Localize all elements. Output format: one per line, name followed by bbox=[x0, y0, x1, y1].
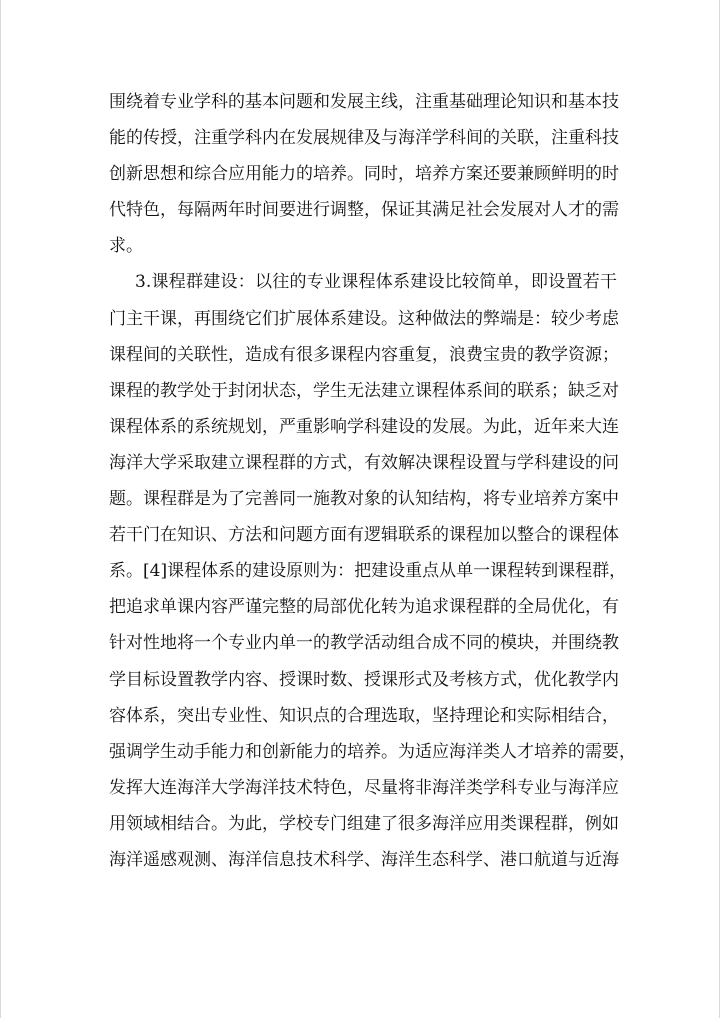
text-line: 围绕着专业学科的基本问题和发展主线，注重基础理论知识和基本技 bbox=[109, 92, 619, 112]
text-line: 针对性地将一个专业内单一的教学活动组合成不同的模块，并围绕教 bbox=[109, 633, 619, 654]
text-line: 把追求单课内容严谨完整的局部优化转为追求课程群的全局优化，有 bbox=[109, 597, 619, 618]
text-line: 能的传授，注重学科内在发展规律及与海洋学科间的关联，注重科技 bbox=[109, 128, 619, 149]
text-line: 海洋大学采取建立课程群的方式，有效解决课程设置与学科建设的问 bbox=[109, 452, 619, 473]
body-text bbox=[109, 84, 636, 878]
text-line: 发挥大连海洋大学海洋技术特色，尽量将非海洋类学科专业与海洋应 bbox=[109, 777, 619, 798]
text-line: 代特色，每隔两年时间要进行调整，保证其满足社会发展对人才的需 bbox=[109, 200, 619, 221]
text-line: 3.课程群建设：以往的专业课程体系建设比较简单，即设置若干 bbox=[135, 272, 617, 293]
paragraph-1 bbox=[109, 84, 617, 264]
text-line: 创新思想和综合应用能力的培养。同时，培养方案还要兼顾鲜明的时 bbox=[109, 164, 619, 185]
text-line: 课程的教学处于封闭状态，学生无法建立课程体系间的联系；缺乏对 bbox=[109, 380, 619, 401]
paragraph-2 bbox=[109, 264, 636, 878]
text-line: 求。 bbox=[109, 236, 143, 257]
text-line: 用领域相结合。为此，学校专门组建了很多海洋应用类课程群，例如 bbox=[109, 813, 619, 834]
text-line: 强调学生动手能力和创新能力的培养。为适应海洋类人才培养的需要， bbox=[109, 741, 636, 762]
text-line: 系。[4]课程体系的建设原则为：把建设重点从单一课程转到课程群， bbox=[109, 561, 627, 582]
text-line: 课程体系的系统规划，严重影响学科建设的发展。为此，近年来大连 bbox=[109, 416, 619, 437]
text-line: 题。课程群是为了完善同一施教对象的认知结构，将专业培养方案中 bbox=[109, 489, 619, 510]
text-line: 学目标设置教学内容、授课时数、授课形式及考核方式，优化教学内 bbox=[109, 669, 619, 690]
text-line: 容体系，突出专业性、知识点的合理选取，坚持理论和实际相结合， bbox=[109, 705, 619, 726]
text-line: 课程间的关联性，造成有很多课程内容重复，浪费宝贵的教学资源； bbox=[109, 344, 619, 365]
text-line: 若干门在知识、方法和问题方面有逻辑联系的课程加以整合的课程体 bbox=[109, 525, 619, 546]
text-line: 门主干课，再围绕它们扩展体系建设。这种做法的弊端是：较少考虑 bbox=[109, 308, 619, 329]
text-line: 海洋遥感观测、海洋信息技术科学、海洋生态科学、港口航道与近海 bbox=[109, 849, 619, 870]
